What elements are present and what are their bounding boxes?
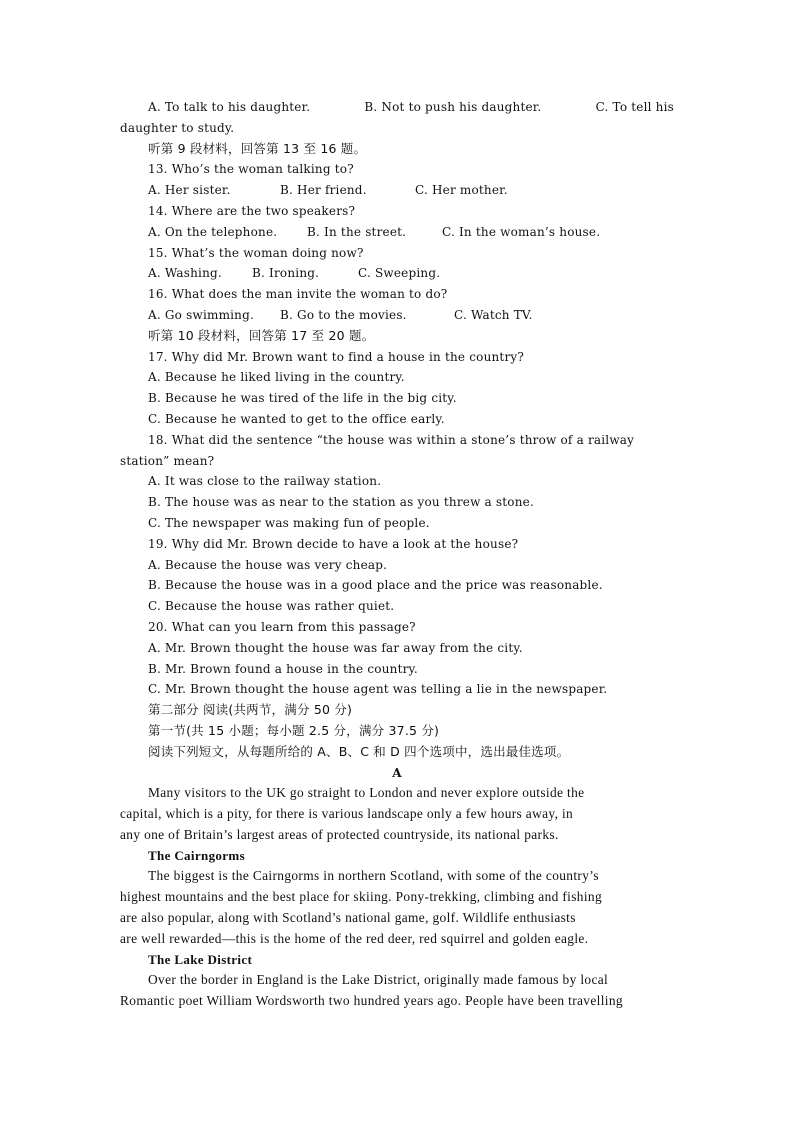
q14-option-a: A. On the telephone. [148, 224, 278, 239]
passage-line: capital, which is a pity, for there is various landscape only a few hours away, in [120, 806, 574, 822]
q14-option-b: B. In the street. [307, 224, 407, 239]
q17-option-c: C. Because he wanted to get to the office early. [148, 411, 445, 426]
q19-option-c: C. Because the house was rather quiet. [148, 599, 395, 614]
passage-line: Many visitors to the UK go straight to London and never explore outside the [148, 785, 585, 801]
q15-options [120, 263, 674, 284]
q12-option-a: A. To talk to his daughter. [148, 100, 311, 114]
q13-option-c: C. Her mother. [415, 183, 508, 198]
q13-options [120, 180, 674, 201]
passage-line: are also popular, along with Scotland’s national game, golf. Wildlife enthusiasts [120, 910, 576, 926]
q16-options [120, 305, 674, 326]
q13-option-b: B. Her friend. [280, 183, 367, 198]
q16-option-a: A. Go swimming. [148, 307, 255, 322]
q18-stem-cont: station” mean? [120, 453, 215, 468]
q15-option-b: B. Ironing. [252, 266, 320, 281]
q14-stem: 14. Where are the two speakers? [148, 203, 356, 218]
q15-option-a: A. Washing. [148, 266, 222, 281]
passage-line: are well rewarded—this is the home of the red deer, red squirrel and golden eagle. [120, 930, 589, 946]
q16-option-b: B. Go to the movies. [280, 307, 407, 322]
q15-option-c: C. Sweeping. [358, 266, 441, 281]
q19-option-b: B. Because the house was in a good place and the price was reasonable. [148, 578, 603, 593]
q18-stem: 18. What did the sentence “the house was within a stone’s throw of a railway [148, 432, 635, 447]
q12-option-c-cont: daughter to study. [120, 120, 235, 135]
q16-option-c: C. Watch TV. [454, 307, 533, 322]
q16-stem: 16. What does the man invite the woman to do? [148, 287, 448, 302]
passage-line: highest mountains and the best place for skiing. Pony-trekking, climbing and fishing [120, 889, 603, 905]
passage-line: Over the border in England is the Lake District, originally made famous by local [148, 972, 609, 988]
section1-header: 第一节(共 15 小题；每小题 2.5 分，满分 37.5 分) [148, 722, 440, 738]
q20-option-c: C. Mr. Brown thought the house agent was telling a lie in the newspaper. [148, 682, 608, 697]
passage-line: The biggest is the Cairngorms in northern Scotland, with some of the country’s [148, 868, 599, 884]
exam-page [120, 97, 674, 1012]
q12-option-c: C. To tell his [595, 100, 674, 114]
passage-body [120, 783, 674, 1012]
q20-option-b: B. Mr. Brown found a house in the country. [148, 661, 418, 676]
passage-label: A [392, 765, 402, 780]
q19-option-a: A. Because the house was very cheap. [148, 557, 388, 572]
reading-instructions: 阅读下列短文，从每题所给的 A、B、C 和 D 四个选项中，选出最佳选项。 [148, 743, 570, 759]
q14-option-c: C. In the woman’s house. [442, 224, 601, 239]
q17-option-a: A. Because he liked living in the country. [148, 370, 405, 385]
q13-option-a: A. Her sister. [148, 183, 231, 198]
q18-option-a: A. It was close to the railway station. [148, 474, 382, 489]
q20-option-a: A. Mr. Brown thought the house was far away from the city. [148, 640, 523, 655]
part2-header: 第二部分 阅读(共两节，满分 50 分) [148, 702, 353, 718]
passage-line: Romantic poet William Wordsworth two hundred years ago. People have been travelling [120, 993, 623, 1009]
section9-header: 听第 9 段材料，回答第 13 至 16 题。 [148, 140, 367, 156]
q13-stem: 13. Who’s the woman talking to? [148, 162, 354, 177]
q19-stem: 19. Why did Mr. Brown decide to have a look at the house? [148, 536, 519, 551]
q18-option-b: B. The house was as near to the station as you threw a stone. [148, 495, 534, 510]
section10-header: 听第 10 段材料，回答第 17 至 20 题。 [148, 327, 375, 343]
q18-option-c: C. The newspaper was making fun of people. [148, 515, 430, 530]
q14-options [120, 222, 674, 243]
subheading-cairngorms: The Cairngorms [148, 847, 245, 863]
q12-option-b: B. Not to push his daughter. [364, 100, 542, 114]
q17-stem: 17. Why did Mr. Brown want to find a house in the country? [148, 349, 525, 364]
q15-stem: 15. What’s the woman doing now? [148, 245, 364, 260]
q20-stem: 20. What can you learn from this passage? [148, 619, 416, 634]
subheading-lake-district: The Lake District [148, 951, 253, 967]
q17-option-b: B. Because he was tired of the life in the big city. [148, 391, 457, 406]
q12-options [120, 97, 674, 118]
passage-line: any one of Britain’s largest areas of protected countryside, its national parks. [120, 826, 559, 842]
